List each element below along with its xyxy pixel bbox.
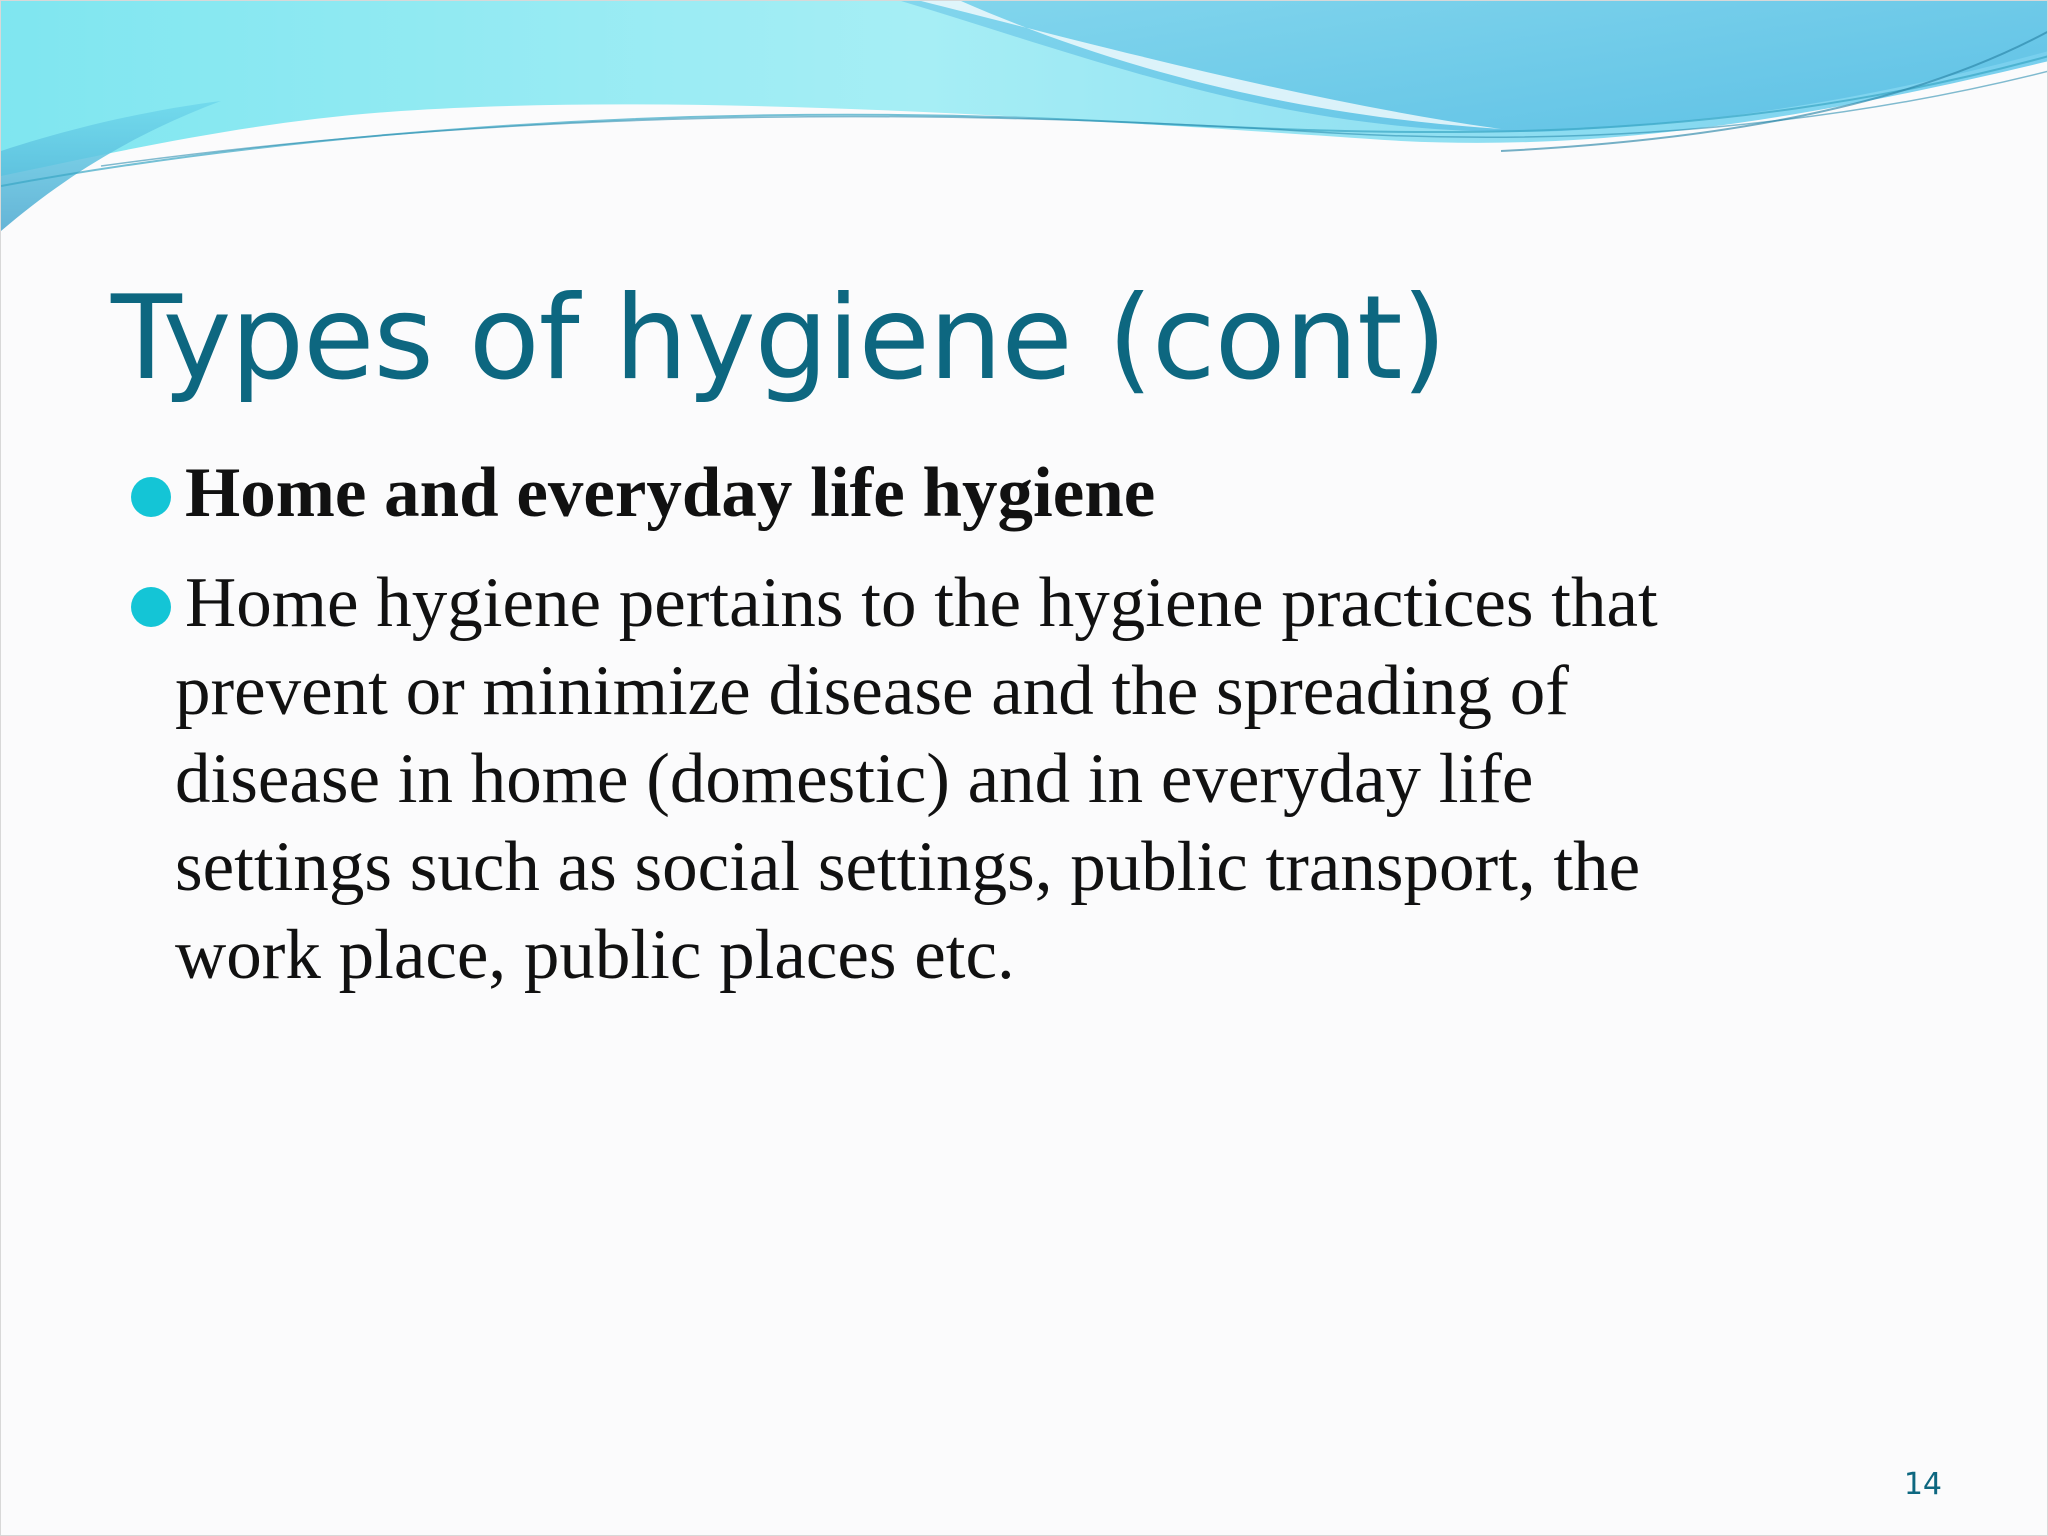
description-line: settings such as social settings, public transport, the [175, 828, 1641, 906]
wave-header-decoration [1, 1, 2048, 241]
bullet-item-description [131, 559, 1931, 999]
bullet-description-text [175, 559, 1931, 999]
slide-number: 14 [1903, 1467, 1942, 1502]
description-line: prevent or minimize disease and the spreading of [175, 652, 1569, 730]
bullet-dot-icon [131, 587, 171, 627]
bullet-dot-icon [131, 477, 171, 517]
bullet-item-heading [131, 449, 1931, 537]
description-line: Home hygiene pertains to the hygiene practices that [185, 564, 1658, 642]
bullet-list [131, 449, 1931, 1021]
bullet-heading-text: Home and everyday life hygiene [185, 454, 1156, 532]
slide-title: Types of hygiene (cont) [111, 271, 1446, 406]
description-line: work place, public places etc. [175, 916, 1015, 994]
description-line: disease in home (domestic) and in everyday life [175, 740, 1534, 818]
